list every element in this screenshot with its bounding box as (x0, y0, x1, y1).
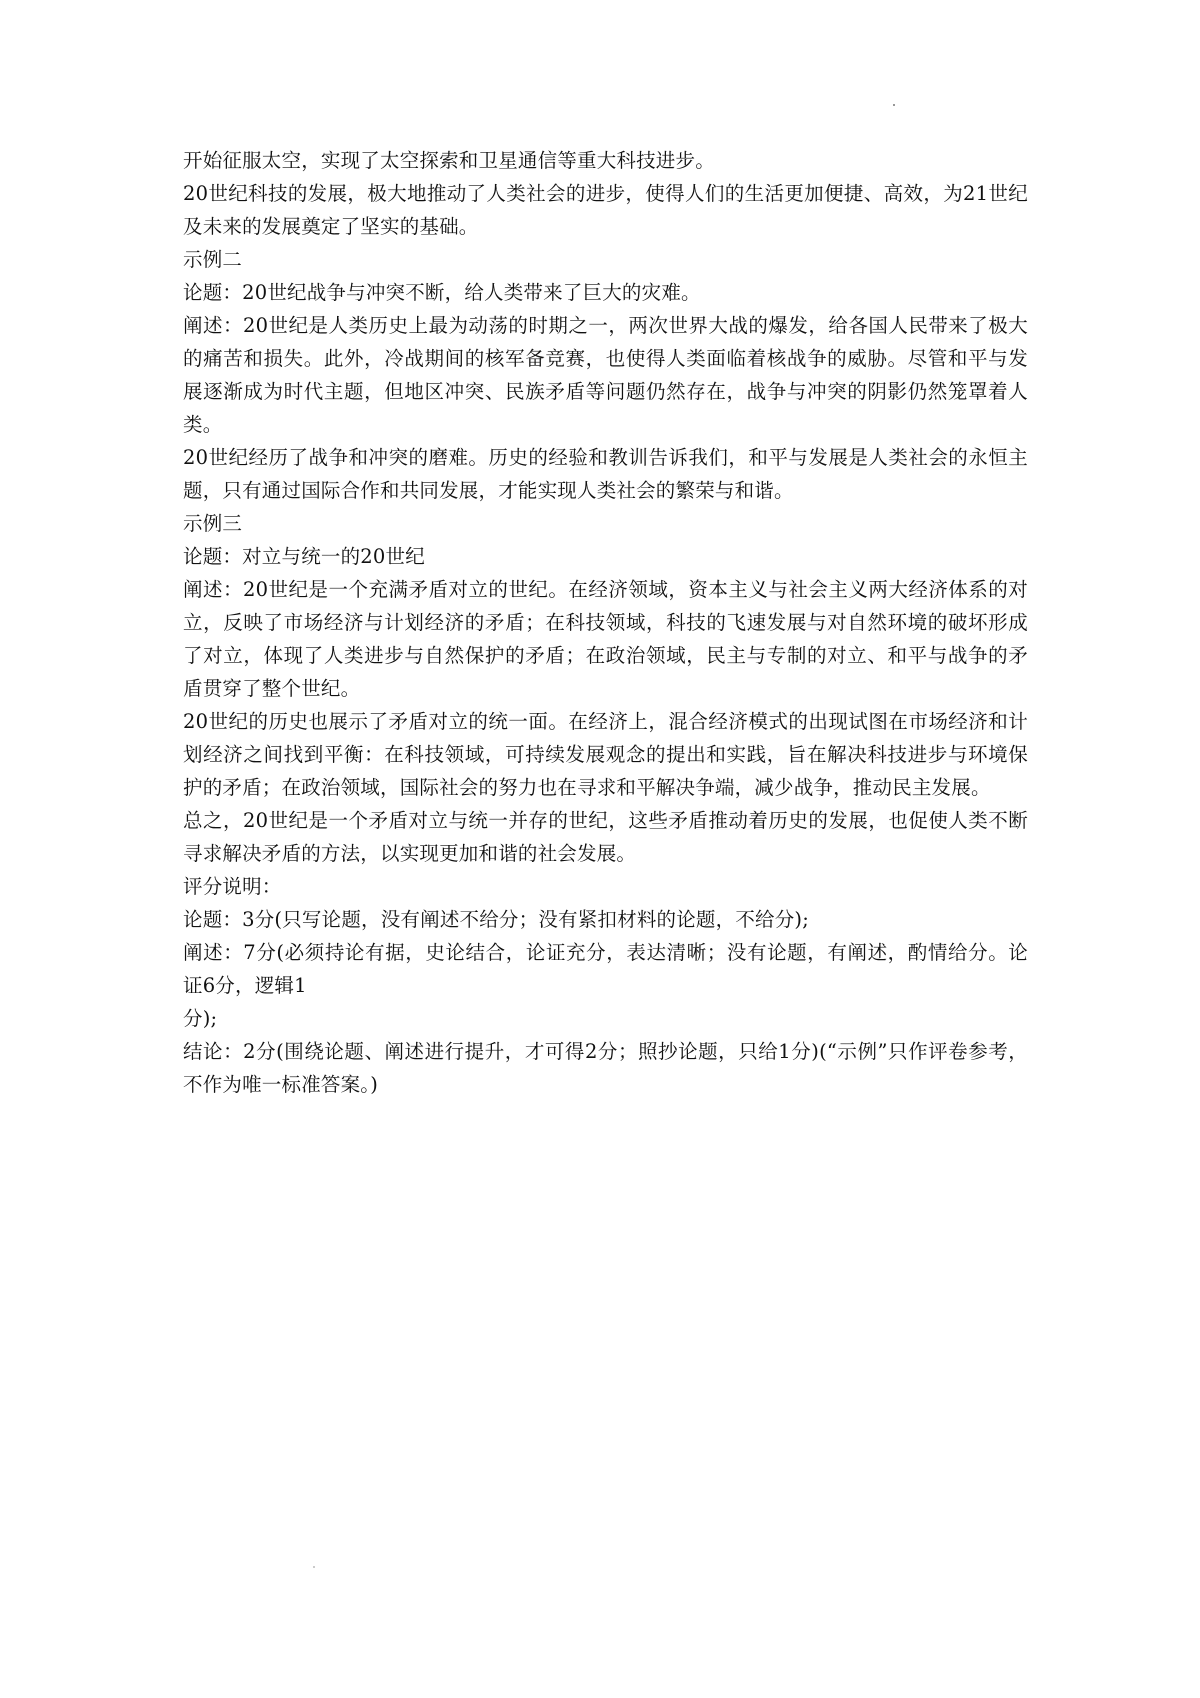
example-two-argument: 阐述：20世纪是人类历史上最为动荡的时期之一，两次世界大战的爆发，给各国人民带来了极大的痛苦和损失。此外，冷战期间的核军备竞赛，也使得人类面临着核战争的威胁。尽管和平与发展逐渐成为时代主题，但地区冲突、民族矛盾等问题仍然存在，战争与冲突的阴影仍然笼罩着人类。 (183, 314, 1028, 436)
scoring-argument-continued: 分); (183, 1007, 218, 1030)
example-three-unity: 20世纪的历史也展示了矛盾对立的统一面。在经济上，混合经济模式的出现试图在市场经济和计划经济之间找到平衡：在科技领域，可持续发展观念的提出和实践，旨在解决科技进步与环境保护的矛盾；在政治领域，国际社会的努力也在寻求和平解决争端，减少战争，推动民主发展。 (183, 710, 1028, 799)
paragraph-2: 20世纪科技的发展，极大地推动了人类社会的进步，使得人们的生活更加便捷、高效，为21世纪及未来的发展奠定了坚实的基础。 (183, 182, 1028, 238)
scoring-heading: 评分说明： (183, 875, 282, 898)
scoring-thesis: 论题：3分(只写论题，没有阐述不给分；没有紧扣材料的论题，不给分); (183, 908, 809, 931)
scan-speck (893, 104, 895, 106)
scan-speck (313, 1566, 315, 1568)
example-two-conclusion: 20世纪经历了战争和冲突的磨难。历史的经验和教训告诉我们，和平与发展是人类社会的永恒主题，只有通过国际合作和共同发展，才能实现人类社会的繁荣与和谐。 (183, 446, 1028, 502)
example-three-argument: 阐述：20世纪是一个充满矛盾对立的世纪。在经济领域，资本主义与社会主义两大经济体系的对立，反映了市场经济与计划经济的矛盾；在科技领域，科技的飞速发展与对自然环境的破坏形成了对立，体现了人类进步与自然保护的矛盾；在政治领域，民主与专制的对立、和平与战争的矛盾贯穿了整个世纪。 (183, 578, 1028, 700)
example-two-heading: 示例二 (183, 248, 243, 271)
paragraph-1: 开始征服太空，实现了太空探索和卫星通信等重大科技进步。 (183, 149, 715, 172)
scoring-conclusion: 结论：2分(围绕论题、阐述进行提升，才可得2分；照抄论题，只给1分)(“示例”只作评卷参考，不作为唯一标准答案。) (183, 1040, 1028, 1096)
example-two-thesis: 论题：20世纪战争与冲突不断，给人类带来了巨大的灾难。 (183, 281, 701, 304)
example-three-thesis: 论题：对立与统一的20世纪 (183, 545, 425, 568)
scoring-argument: 阐述：7分(必须持论有据，史论结合，论证充分，表达清晰；没有论题，有阐述，酌情给分。论证6分，逻辑1 (183, 941, 1028, 997)
example-three-heading: 示例三 (183, 512, 243, 535)
example-three-conclusion: 总之，20世纪是一个矛盾对立与统一并存的世纪，这些矛盾推动着历史的发展，也促使人类不断寻求解决矛盾的方法，以实现更加和谐的社会发展。 (183, 809, 1028, 865)
document-body (183, 144, 1028, 1101)
